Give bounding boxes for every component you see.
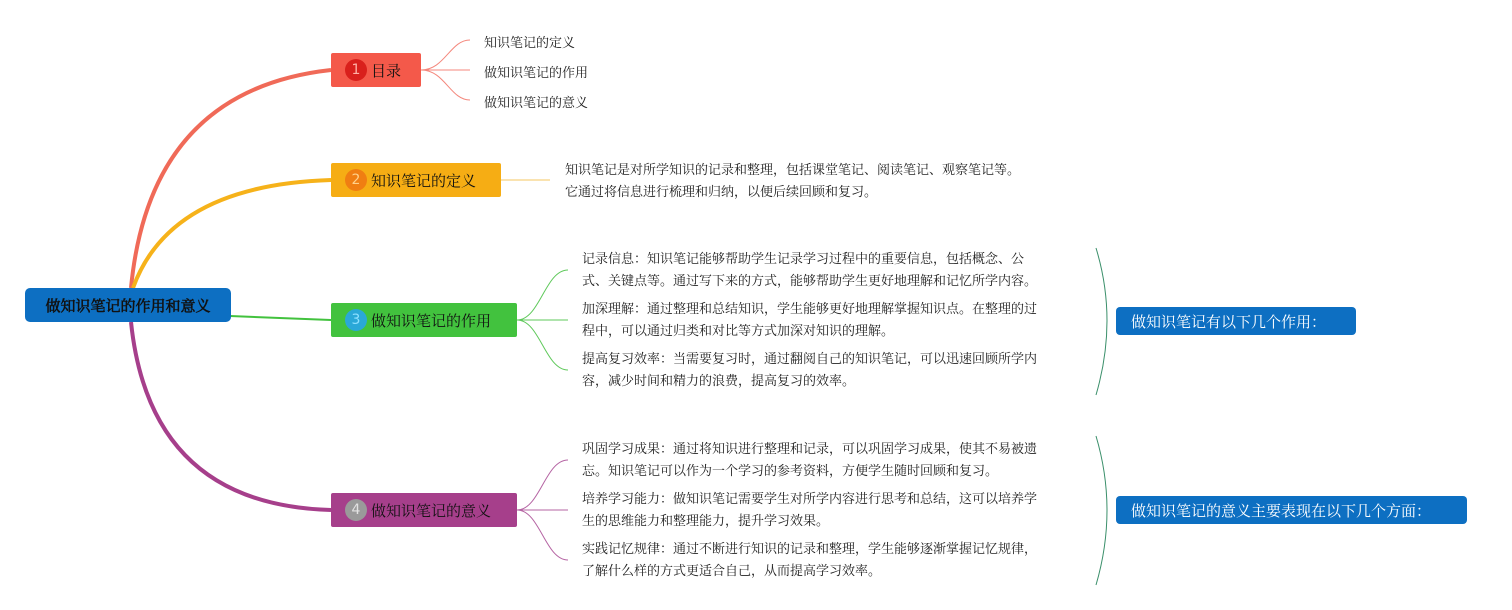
number-badge-1: 1 bbox=[345, 59, 367, 81]
branch-4-summary-label: 做知识笔记的意义主要表现在以下几个方面： bbox=[1131, 501, 1432, 520]
branch-4-item-3-line-1: 实践记忆规律：通过不断进行知识的记录和整理，学生能够逐渐掌握记忆规律， bbox=[582, 542, 1038, 557]
brace-b3 bbox=[1096, 248, 1107, 395]
connector-b1-l3 bbox=[421, 70, 470, 100]
branch-3-item-3[interactable] bbox=[582, 349, 1082, 393]
branch-4-item-1[interactable] bbox=[582, 439, 1082, 483]
connector-root-b2 bbox=[133, 180, 331, 288]
number-badge-4: 4 bbox=[345, 499, 367, 521]
connector-root-b1 bbox=[131, 70, 331, 288]
branch-3-node[interactable] bbox=[331, 303, 517, 337]
branch-3-summary[interactable] bbox=[1116, 307, 1356, 335]
branch-1-child-3[interactable]: 做知识笔记的意义 bbox=[484, 96, 589, 111]
connector-root-b4 bbox=[131, 322, 331, 510]
branch-3-item-1-line-2: 式、关键点等。通过写下来的方式，能够帮助学生更好地理解和记忆所学内容。 bbox=[582, 274, 1038, 289]
branch-4-item-1-line-2: 忘。知识笔记可以作为一个学习的参考资料，方便学生随时回顾和复习。 bbox=[582, 464, 999, 479]
root-label: 做知识笔记的作用和意义 bbox=[45, 296, 211, 315]
branch-4-item-1-line-1: 巩固学习成果：通过将知识进行整理和记录，可以巩固学习成果，使其不易被遗 bbox=[582, 442, 1038, 457]
branch-3-item-1[interactable] bbox=[582, 249, 1082, 293]
branch-2-line-2: 它通过将信息进行梳理和归纳，以便后续回顾和复习。 bbox=[565, 185, 878, 200]
connector-b4-i3 bbox=[517, 510, 568, 560]
branch-1-node[interactable] bbox=[331, 53, 421, 87]
branch-4-item-2-line-2: 生的思维能力和整理能力，提升学习效果。 bbox=[582, 514, 830, 529]
branch-3-item-2[interactable] bbox=[582, 299, 1082, 343]
branch-3-item-1-line-1: 记录信息：知识笔记能够帮助学生记录学习过程中的重要信息，包括概念、公 bbox=[582, 252, 1025, 267]
branch-2-description[interactable] bbox=[565, 160, 1085, 204]
connector-b3-i3 bbox=[517, 320, 568, 370]
connector-b1-l1 bbox=[421, 40, 470, 70]
branch-2-node[interactable] bbox=[331, 163, 501, 197]
branch-1-child-2[interactable]: 做知识笔记的作用 bbox=[484, 66, 589, 81]
branch-3-item-2-line-1: 加深理解：通过整理和总结知识，学生能够更好地理解掌握知识点。在整理的过 bbox=[582, 302, 1038, 317]
branch-4-item-3[interactable] bbox=[582, 539, 1082, 583]
connector-b4-i1 bbox=[517, 460, 568, 510]
connector-b3-i1 bbox=[517, 270, 568, 320]
branch-1-label: 目录 bbox=[371, 61, 402, 80]
branch-4-item-2-line-1: 培养学习能力：做知识笔记需要学生对所学内容进行思考和总结，这可以培养学 bbox=[582, 492, 1038, 507]
branch-3-item-3-line-1: 提高复习效率：当需要复习时，通过翻阅自己的知识笔记，可以迅速回顾所学内 bbox=[582, 352, 1038, 367]
branch-4-summary[interactable] bbox=[1116, 496, 1467, 524]
connector-root-b3 bbox=[230, 316, 331, 320]
branch-2-label: 知识笔记的定义 bbox=[371, 171, 477, 190]
branch-4-item-2[interactable] bbox=[582, 489, 1082, 533]
branch-3-label: 做知识笔记的作用 bbox=[371, 311, 492, 330]
branch-3-item-3-line-2: 容，减少时间和精力的浪费，提高复习的效率。 bbox=[582, 374, 856, 389]
branch-4-label: 做知识笔记的意义 bbox=[371, 501, 492, 520]
number-badge-2: 2 bbox=[345, 169, 367, 191]
branch-3-item-2-line-2: 程中，可以通过归类和对比等方式加深对知识的理解。 bbox=[582, 324, 895, 339]
root-node[interactable] bbox=[25, 288, 231, 322]
brace-b4 bbox=[1096, 436, 1107, 585]
number-badge-3: 3 bbox=[345, 309, 367, 331]
branch-2-line-1: 知识笔记是对所学知识的记录和整理，包括课堂笔记、阅读笔记、观察笔记等。 bbox=[565, 163, 1021, 178]
branch-3-summary-label: 做知识笔记有以下几个作用： bbox=[1131, 312, 1327, 331]
branch-4-item-3-line-2: 了解什么样的方式更适合自己，从而提高学习效率。 bbox=[582, 564, 882, 579]
branch-1-child-1[interactable]: 知识笔记的定义 bbox=[484, 36, 576, 51]
branch-4-node[interactable] bbox=[331, 493, 517, 527]
